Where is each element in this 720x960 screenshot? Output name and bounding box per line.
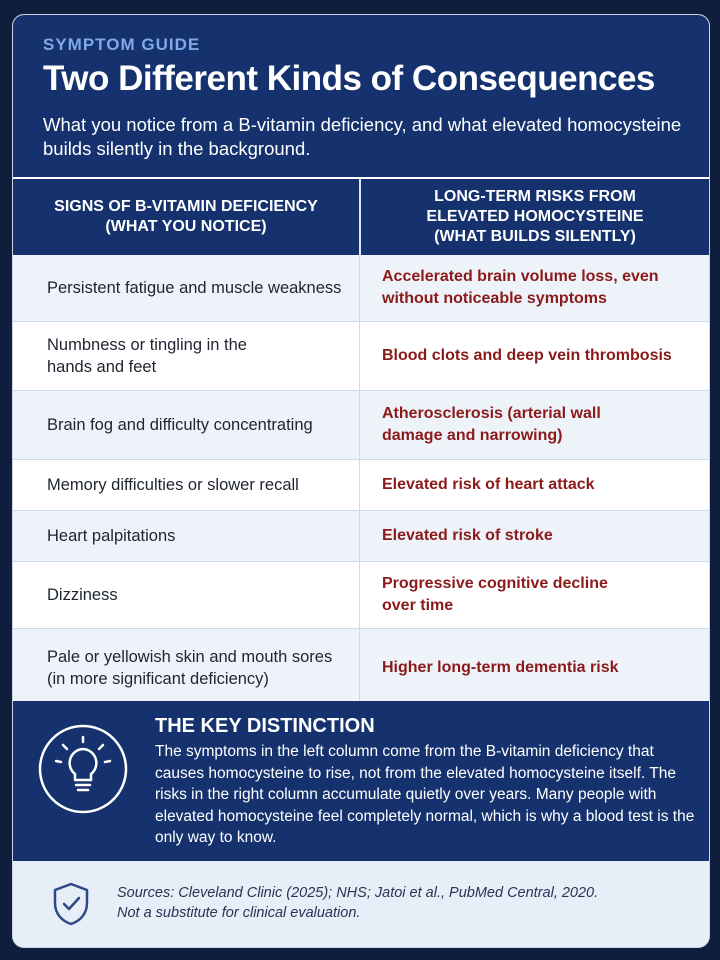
risk-cell: Elevated risk of heart attack: [382, 476, 595, 493]
sign-cell: Brain fog and difficulty concentrating: [13, 391, 360, 459]
table-row: [13, 460, 709, 511]
sign-cell: Memory difficulties or slower recall: [13, 460, 360, 510]
table-row: [13, 629, 709, 707]
shield-check-icon: [51, 881, 91, 927]
symptom-guide-card: [12, 14, 710, 948]
sources-text: [117, 883, 697, 923]
sign-cell: Pale or yellowish skin and mouth sores (in more significant deficiency): [13, 629, 360, 707]
key-distinction-panel: [13, 701, 709, 861]
column-headers: [13, 179, 709, 255]
page-title: Two Different Kinds of Consequences: [43, 59, 655, 98]
table-row: [13, 562, 709, 629]
risk-cell: Higher long-term dementia risk: [382, 659, 619, 676]
sign-cell: Heart palpitations: [13, 511, 360, 561]
risk-cell: Elevated risk of stroke: [382, 527, 553, 544]
page-subtitle: What you notice from a B-vitamin deficiency, and what elevated homocysteine builds silently in the background.: [43, 114, 682, 159]
column-header-signs: [13, 179, 359, 255]
column-header-risks: [361, 179, 709, 255]
risk-cell: Progressive cognitive decline over time: [382, 575, 608, 614]
table-row: [13, 391, 709, 460]
risk-cell: Blood clots and deep vein thrombosis: [382, 347, 672, 364]
key-distinction-body: The symptoms in the left column come from the B-vitamin deficiency that causes homocysteine to rise, not from the elevated homocysteine itself. The risks in the right column accumulate quietly over years. Many people with elevated homocysteine feel completely normal, which is why a blood test is the only way to know.: [155, 743, 695, 846]
disclaimer-line: Not a substitute for clinical evaluation.: [117, 905, 361, 921]
eyebrow-label: SYMPTOM GUIDE: [43, 35, 201, 54]
risk-cell: Atherosclerosis (arterial wall damage and narrowing): [382, 405, 601, 444]
risk-cell: Accelerated brain volume loss, even without noticeable symptoms: [382, 268, 659, 307]
key-distinction-title: THE KEY DISTINCTION: [155, 715, 375, 737]
column-header-signs-label: SIGNS OF B-VITAMIN DEFICIENCY (WHAT YOU NOTICE): [54, 198, 318, 235]
sources-line: Sources: Cleveland Clinic (2025); NHS; Jatoi et al., PubMed Central, 2020.: [117, 885, 599, 901]
comparison-table: [13, 255, 709, 707]
table-row: [13, 511, 709, 562]
column-header-risks-label: LONG-TERM RISKS FROM ELEVATED HOMOCYSTEINE (WHAT BUILDS SILENTLY): [426, 188, 644, 245]
sign-cell: Persistent fatigue and muscle weakness: [13, 255, 360, 321]
sign-cell: Dizziness: [13, 562, 360, 628]
table-row: [13, 322, 709, 391]
sign-cell: Numbness or tingling in the hands and feet: [13, 322, 360, 390]
sources-footer: [13, 861, 709, 947]
header: [13, 15, 709, 177]
table-row: [13, 255, 709, 322]
lightbulb-icon: [37, 723, 129, 815]
